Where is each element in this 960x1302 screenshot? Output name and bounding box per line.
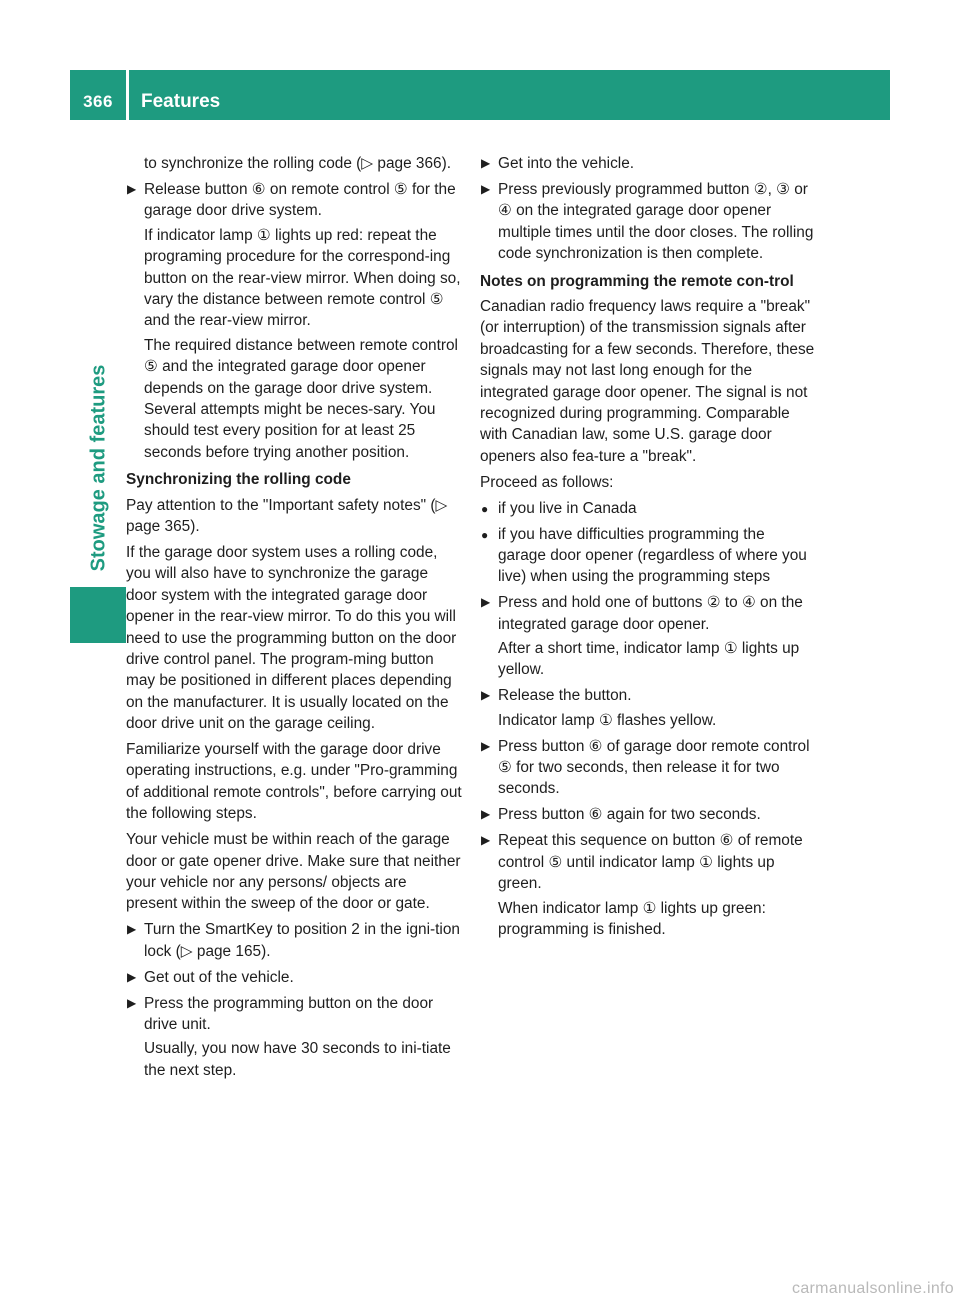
instruction-step (480, 153, 816, 174)
instruction-step (480, 804, 816, 825)
step-arrow-icon: ▶ (481, 181, 491, 196)
step-text: Get out of the vehicle. (144, 968, 294, 986)
instruction-step (480, 830, 816, 940)
paragraph: Canadian radio frequency laws require a "break" (or interruption) of the transmission signals after broadcasting for a few seconds. Therefore, these signals may not last long enough for the integrated garage door opener. The signal is not recognized during programming. Comparable with Canadian law, some U.S. garage door openers also fea-ture a "break". (480, 297, 815, 465)
watermark: carmanualsonline.info (792, 1280, 954, 1297)
step-arrow-icon: ▶ (127, 969, 137, 984)
instruction-step (480, 685, 816, 731)
step-arrow-icon: ▶ (127, 181, 137, 196)
bullet-item (480, 498, 816, 519)
step-text: Indicator lamp ① flashes yellow. (498, 711, 717, 729)
step-text: if you have difficulties programming the garage door opener (regardless of where you live) when using the programming steps (498, 525, 807, 586)
paragraph: Proceed as follows: (480, 473, 614, 491)
bullet-item (480, 524, 816, 588)
paragraph: Your vehicle must be within reach of the garage door or gate opener drive. Make sure that neither your vehicle nor any persons/ objects are present within the sweep of the door or gate. (126, 831, 461, 913)
section-title: Features (141, 91, 221, 112)
step-text: Release the button. (498, 687, 632, 705)
page-number: 366 (83, 92, 113, 111)
instruction-step (126, 179, 462, 463)
instruction-step (480, 592, 816, 681)
paragraph: to synchronize the rolling code (▷ page 366). (144, 155, 452, 172)
step-text: Press the programming button on the door drive unit. (144, 994, 434, 1033)
step-text: After a short time, indicator lamp ① lights up yellow. (498, 640, 800, 679)
step-text: Press button ⑥ of garage door remote control ⑤ for two seconds, then release it for two seconds. (498, 737, 810, 798)
step-arrow-icon: ▶ (481, 807, 491, 822)
step-arrow-icon: ▶ (481, 595, 491, 610)
step-text: The required distance between remote control ⑤ and the integrated garage door opener depends on the garage door drive system. Several attempts might be neces-sary. You should test every position for at least 25 seconds before trying another position. (144, 336, 458, 461)
paragraph: Familiarize yourself with the garage door drive operating instructions, e.g. under "Pro-gramming of additional remote controls", before carrying out the following steps. (126, 741, 462, 823)
step-arrow-icon: ▶ (127, 995, 137, 1010)
step-text: Release button ⑥ on remote control ⑤ for the garage door drive system. (144, 180, 456, 220)
section-heading: Synchronizing the rolling code (126, 471, 351, 489)
step-arrow-icon: ▶ (481, 833, 491, 848)
instruction-step (126, 967, 462, 988)
instruction-step (126, 993, 462, 1082)
paragraph: Pay attention to the "Important safety notes" (▷ page 365). (126, 496, 448, 535)
step-arrow-icon: ▶ (481, 738, 491, 753)
step-text: If indicator lamp ① lights up red: repeat the programing procedure for the correspond-ing button on the rear-view mirror. When doing so, vary the distance between remote control ⑤ and the rear-view mirror. (144, 226, 461, 330)
step-text: Usually, you now have 30 seconds to ini-tiate the next step. (144, 1040, 451, 1079)
instruction-step (480, 179, 816, 265)
step-text: if you live in Canada (498, 499, 637, 517)
right-column (480, 153, 816, 945)
instruction-step (480, 736, 816, 800)
page-header (70, 70, 890, 120)
step-arrow-icon: ▶ (481, 156, 491, 170)
header-divider (126, 70, 129, 120)
instruction-step (126, 919, 462, 962)
paragraph: If the garage door system uses a rolling code, you will also have to synchronize the garage door system with the integrated garage door opener in the rear-view mirror. To do this you will need to use the programming button on the door drive control panel. The program-ming button may be positioned in different places depending on the manufacturer. It is usually located on the door drive unit on the garage ceiling. (126, 543, 457, 733)
side-chapter-label: Stowage and features (87, 364, 110, 572)
step-text: When indicator lamp ① lights up green: programming is finished. (498, 899, 766, 938)
step-text: Press previously programmed button ②, ③ or ④ on the integrated garage door opener multiple times until the door closes. The rolling code synchronization is then complete. (498, 180, 814, 263)
step-text: Repeat this sequence on button ⑥ of remote control ⑤ until indicator lamp ① lights up green. (498, 832, 803, 893)
side-chapter-block (70, 587, 126, 643)
left-column (126, 153, 462, 1086)
step-text: Get into the vehicle. (498, 155, 635, 172)
section-heading: Notes on programming the remote con-trol (480, 272, 794, 290)
bullet-icon: ● (481, 527, 489, 542)
bullet-icon: ● (481, 501, 489, 516)
step-text: Press button ⑥ again for two seconds. (498, 806, 761, 824)
step-arrow-icon: ▶ (481, 688, 491, 703)
step-text: Turn the SmartKey to position 2 in the igni-tion lock (▷ page 165). (144, 921, 460, 960)
step-arrow-icon: ▶ (127, 922, 137, 937)
step-text: Press and hold one of buttons ② to ④ on the integrated garage door opener. (498, 594, 803, 633)
